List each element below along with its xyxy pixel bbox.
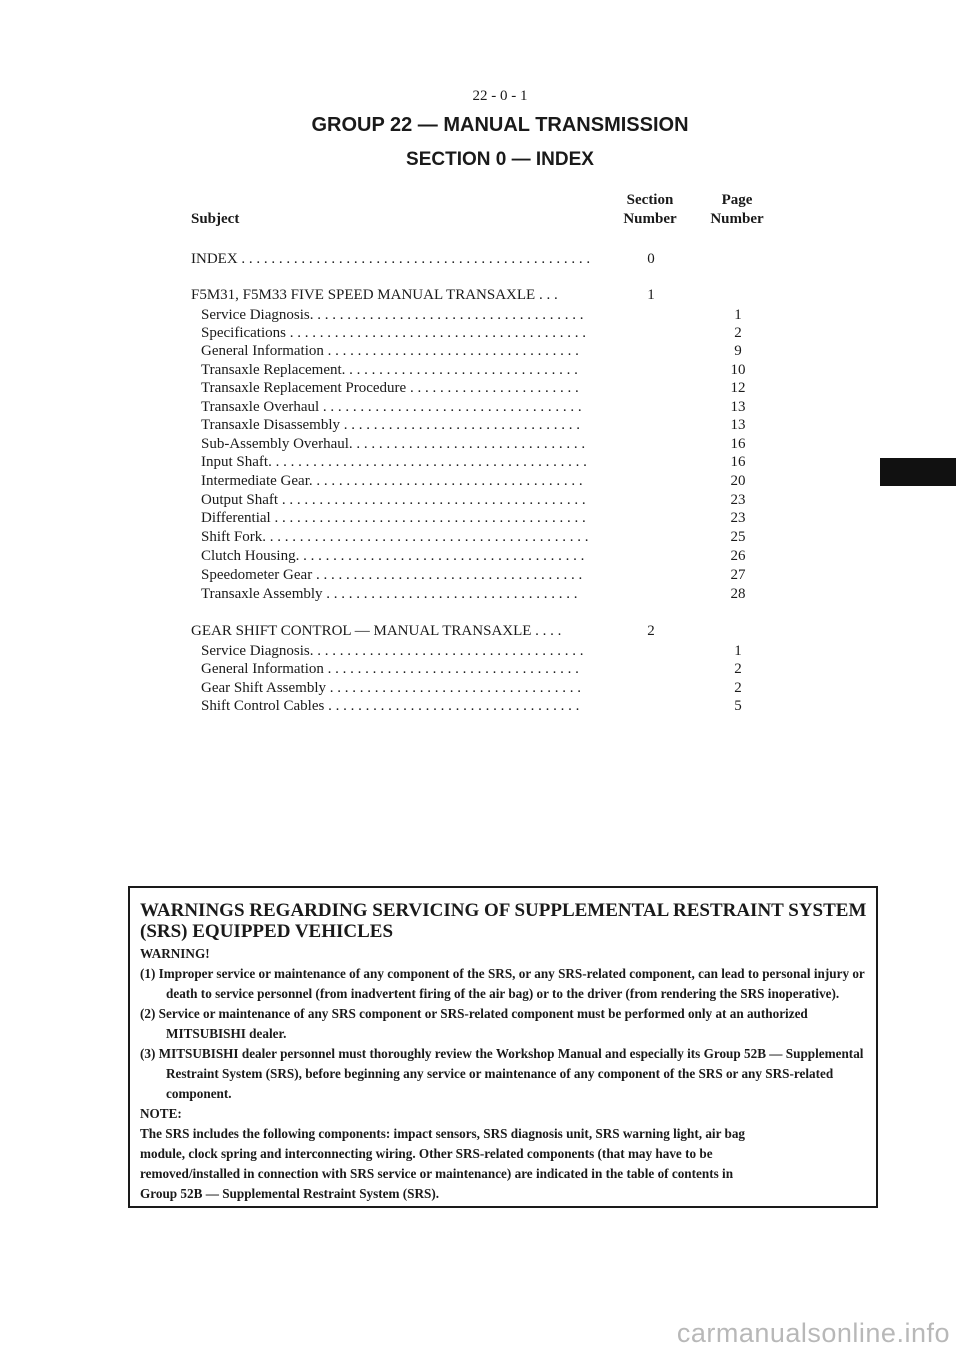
toc-subject: Intermediate Gear. . . . . . . . . . . . . . . . . . . . . . . . . . . . . . . . . . . . . bbox=[201, 473, 583, 489]
toc-row bbox=[191, 547, 791, 566]
section-number-column-header bbox=[610, 191, 690, 229]
toc-subject: Transaxle Replacement Procedure . . . . . . . . . . . . . . . . . . . . . . . bbox=[201, 380, 579, 396]
toc-row bbox=[191, 566, 791, 585]
toc-row bbox=[191, 528, 791, 547]
toc-page-number: 16 bbox=[730, 454, 746, 470]
toc-page-number: 5 bbox=[734, 698, 742, 714]
warning-label: WARNING! bbox=[140, 946, 210, 961]
section-header-line-1: Section bbox=[626, 192, 674, 208]
toc-subject: Shift Fork. . . . . . . . . . . . . . . . . . . . . . . . . . . . . . . . . . . . . . . . . . . . bbox=[201, 529, 589, 545]
toc-subject: Gear Shift Assembly . . . . . . . . . . . . . . . . . . . . . . . . . . . . . . . . . . bbox=[201, 680, 581, 696]
toc-row bbox=[191, 642, 791, 661]
section-tab-marker bbox=[880, 458, 956, 486]
toc-page-number: 13 bbox=[730, 417, 746, 433]
toc-page-number: 9 bbox=[734, 343, 742, 359]
toc-row bbox=[191, 286, 791, 305]
toc-subject: Speedometer Gear . . . . . . . . . . . . . . . . . . . . . . . . . . . . . . . . . . . . bbox=[201, 567, 583, 583]
page-header-line-1: Page bbox=[721, 192, 753, 208]
warning-title bbox=[140, 900, 868, 942]
toc-row bbox=[191, 679, 791, 698]
toc-page-number: 10 bbox=[730, 362, 746, 378]
toc-row bbox=[191, 306, 791, 325]
toc-page-number: 28 bbox=[730, 586, 746, 602]
toc-page-number: 12 bbox=[730, 380, 746, 396]
warning-title-line-2: (SRS) EQUIPPED VEHICLES bbox=[140, 921, 394, 942]
toc-page-number: 16 bbox=[730, 436, 746, 452]
toc-page-number: 25 bbox=[730, 529, 746, 545]
note-text bbox=[140, 1124, 868, 1204]
toc-page-number: 23 bbox=[730, 492, 746, 508]
page-number-column-header bbox=[697, 191, 777, 229]
toc-row bbox=[191, 491, 791, 510]
toc-row bbox=[191, 379, 791, 398]
subject-column-header: Subject bbox=[191, 211, 240, 227]
toc-section-number: 1 bbox=[647, 287, 655, 303]
toc-row bbox=[191, 585, 791, 604]
note-line-2: module, clock spring and interconnecting wiring. Other SRS-related components (that may have to be bbox=[140, 1146, 713, 1161]
toc-subject: Transaxle Assembly . . . . . . . . . . . . . . . . . . . . . . . . . . . . . . . . . . bbox=[201, 586, 578, 602]
toc-row bbox=[191, 622, 791, 641]
toc-page-number: 13 bbox=[730, 399, 746, 415]
toc-row bbox=[191, 509, 791, 528]
toc-page-number: 27 bbox=[730, 567, 746, 583]
toc-subject: Specifications . . . . . . . . . . . . . . . . . . . . . . . . . . . . . . . . . . . . . . . . bbox=[201, 325, 586, 341]
warning-item-3: (3) MITSUBISHI dealer personnel must thoroughly review the Workshop Manual and especially its Group 52B — Supplemental Restraint System (SRS), before beginning any service or maintenance of any component of the SRS or any SRS-related component. bbox=[140, 1046, 864, 1101]
toc-subject: Transaxle Disassembly . . . . . . . . . . . . . . . . . . . . . . . . . . . . . . . . bbox=[201, 417, 581, 433]
toc-section-number: 2 bbox=[647, 623, 655, 639]
warning-title-line-1: WARNINGS REGARDING SERVICING OF SUPPLEMENTAL RESTRAINT SYSTEM bbox=[140, 900, 867, 921]
toc-page-number: 23 bbox=[730, 510, 746, 526]
toc-page-number: 2 bbox=[734, 661, 742, 677]
toc-row bbox=[191, 342, 791, 361]
section-title: SECTION 0 — INDEX bbox=[406, 149, 594, 170]
toc-section-number: 0 bbox=[647, 251, 655, 267]
toc-row bbox=[191, 416, 791, 435]
toc-subject: GEAR SHIFT CONTROL — MANUAL TRANSAXLE . . . . bbox=[191, 623, 562, 639]
toc-subject: Sub-Assembly Overhaul. . . . . . . . . . . . . . . . . . . . . . . . . . . . . . . . bbox=[201, 436, 586, 452]
toc-subject: Clutch Housing. . . . . . . . . . . . . . . . . . . . . . . . . . . . . . . . . . . . . . . bbox=[201, 548, 585, 564]
section-header-line-2: Number bbox=[623, 211, 677, 227]
toc-subject: Output Shaft . . . . . . . . . . . . . . . . . . . . . . . . . . . . . . . . . . . . . . . . . bbox=[201, 492, 586, 508]
toc-subject: General Information . . . . . . . . . . . . . . . . . . . . . . . . . . . . . . . . . . bbox=[201, 343, 579, 359]
toc-row bbox=[191, 398, 791, 417]
toc-row bbox=[191, 324, 791, 343]
warning-item-1: (1) Improper service or maintenance of any component of the SRS, or any SRS-related component, can lead to personal injury or death to service personnel (from inadvertent firing of the air bag) or to the driver (from rendering the SRS inoperative). bbox=[140, 966, 865, 1001]
toc-page-number: 1 bbox=[734, 307, 742, 323]
note-line-3: removed/installed in connection with SRS service or maintenance) are indicated in the table of contents in bbox=[140, 1166, 734, 1181]
toc-page-number: 2 bbox=[734, 680, 742, 696]
toc-row bbox=[191, 472, 791, 491]
page-header-line-2: Number bbox=[710, 211, 764, 227]
toc-page-number: 2 bbox=[734, 325, 742, 341]
page-number: 22 - 0 - 1 bbox=[472, 88, 528, 104]
srs-warning-box bbox=[128, 886, 878, 1208]
toc-subject: Transaxle Overhaul . . . . . . . . . . . . . . . . . . . . . . . . . . . . . . . . . . . bbox=[201, 399, 582, 415]
toc-row bbox=[191, 435, 791, 454]
toc-subject: F5M31, F5M33 FIVE SPEED MANUAL TRANSAXLE . . . bbox=[191, 287, 558, 303]
toc-subject: Shift Control Cables . . . . . . . . . . . . . . . . . . . . . . . . . . . . . . . . . . bbox=[201, 698, 580, 714]
toc-page-number: 20 bbox=[730, 473, 746, 489]
toc-subject: Transaxle Replacement. . . . . . . . . . . . . . . . . . . . . . . . . . . . . . . . bbox=[201, 362, 578, 378]
toc-subject: Service Diagnosis. . . . . . . . . . . . . . . . . . . . . . . . . . . . . . . . . . . . . bbox=[201, 643, 584, 659]
warning-item-2: (2) Service or maintenance of any SRS component or SRS-related component must be performed only at an authorized MITSUBISHI dealer. bbox=[140, 1006, 808, 1041]
toc-row bbox=[191, 453, 791, 472]
toc-subject: Differential . . . . . . . . . . . . . . . . . . . . . . . . . . . . . . . . . . . . . . . . . . bbox=[201, 510, 586, 526]
toc-row bbox=[191, 697, 791, 716]
group-title: GROUP 22 — MANUAL TRANSMISSION bbox=[311, 114, 689, 136]
toc-row bbox=[191, 361, 791, 380]
note-line-1: The SRS includes the following components: impact sensors, SRS diagnosis unit, SRS warning light, air bag bbox=[140, 1126, 746, 1141]
note-label: NOTE: bbox=[140, 1106, 182, 1121]
toc-subject: Input Shaft. . . . . . . . . . . . . . . . . . . . . . . . . . . . . . . . . . . . . . . . . . . bbox=[201, 454, 587, 470]
watermark-logo: carmanualsonline.info bbox=[676, 1318, 950, 1348]
toc-subject: Service Diagnosis. . . . . . . . . . . . . . . . . . . . . . . . . . . . . . . . . . . . . bbox=[201, 307, 584, 323]
note-line-4: Group 52B — Supplemental Restraint System (SRS). bbox=[140, 1186, 440, 1201]
toc-row bbox=[191, 250, 791, 269]
toc-page-number: 26 bbox=[730, 548, 746, 564]
toc-row bbox=[191, 660, 791, 679]
toc-page-number: 1 bbox=[734, 643, 742, 659]
toc-subject: General Information . . . . . . . . . . . . . . . . . . . . . . . . . . . . . . . . . . bbox=[201, 661, 579, 677]
toc-subject: INDEX . . . . . . . . . . . . . . . . . . . . . . . . . . . . . . . . . . . . . . . . . . . . . . . bbox=[191, 251, 591, 267]
